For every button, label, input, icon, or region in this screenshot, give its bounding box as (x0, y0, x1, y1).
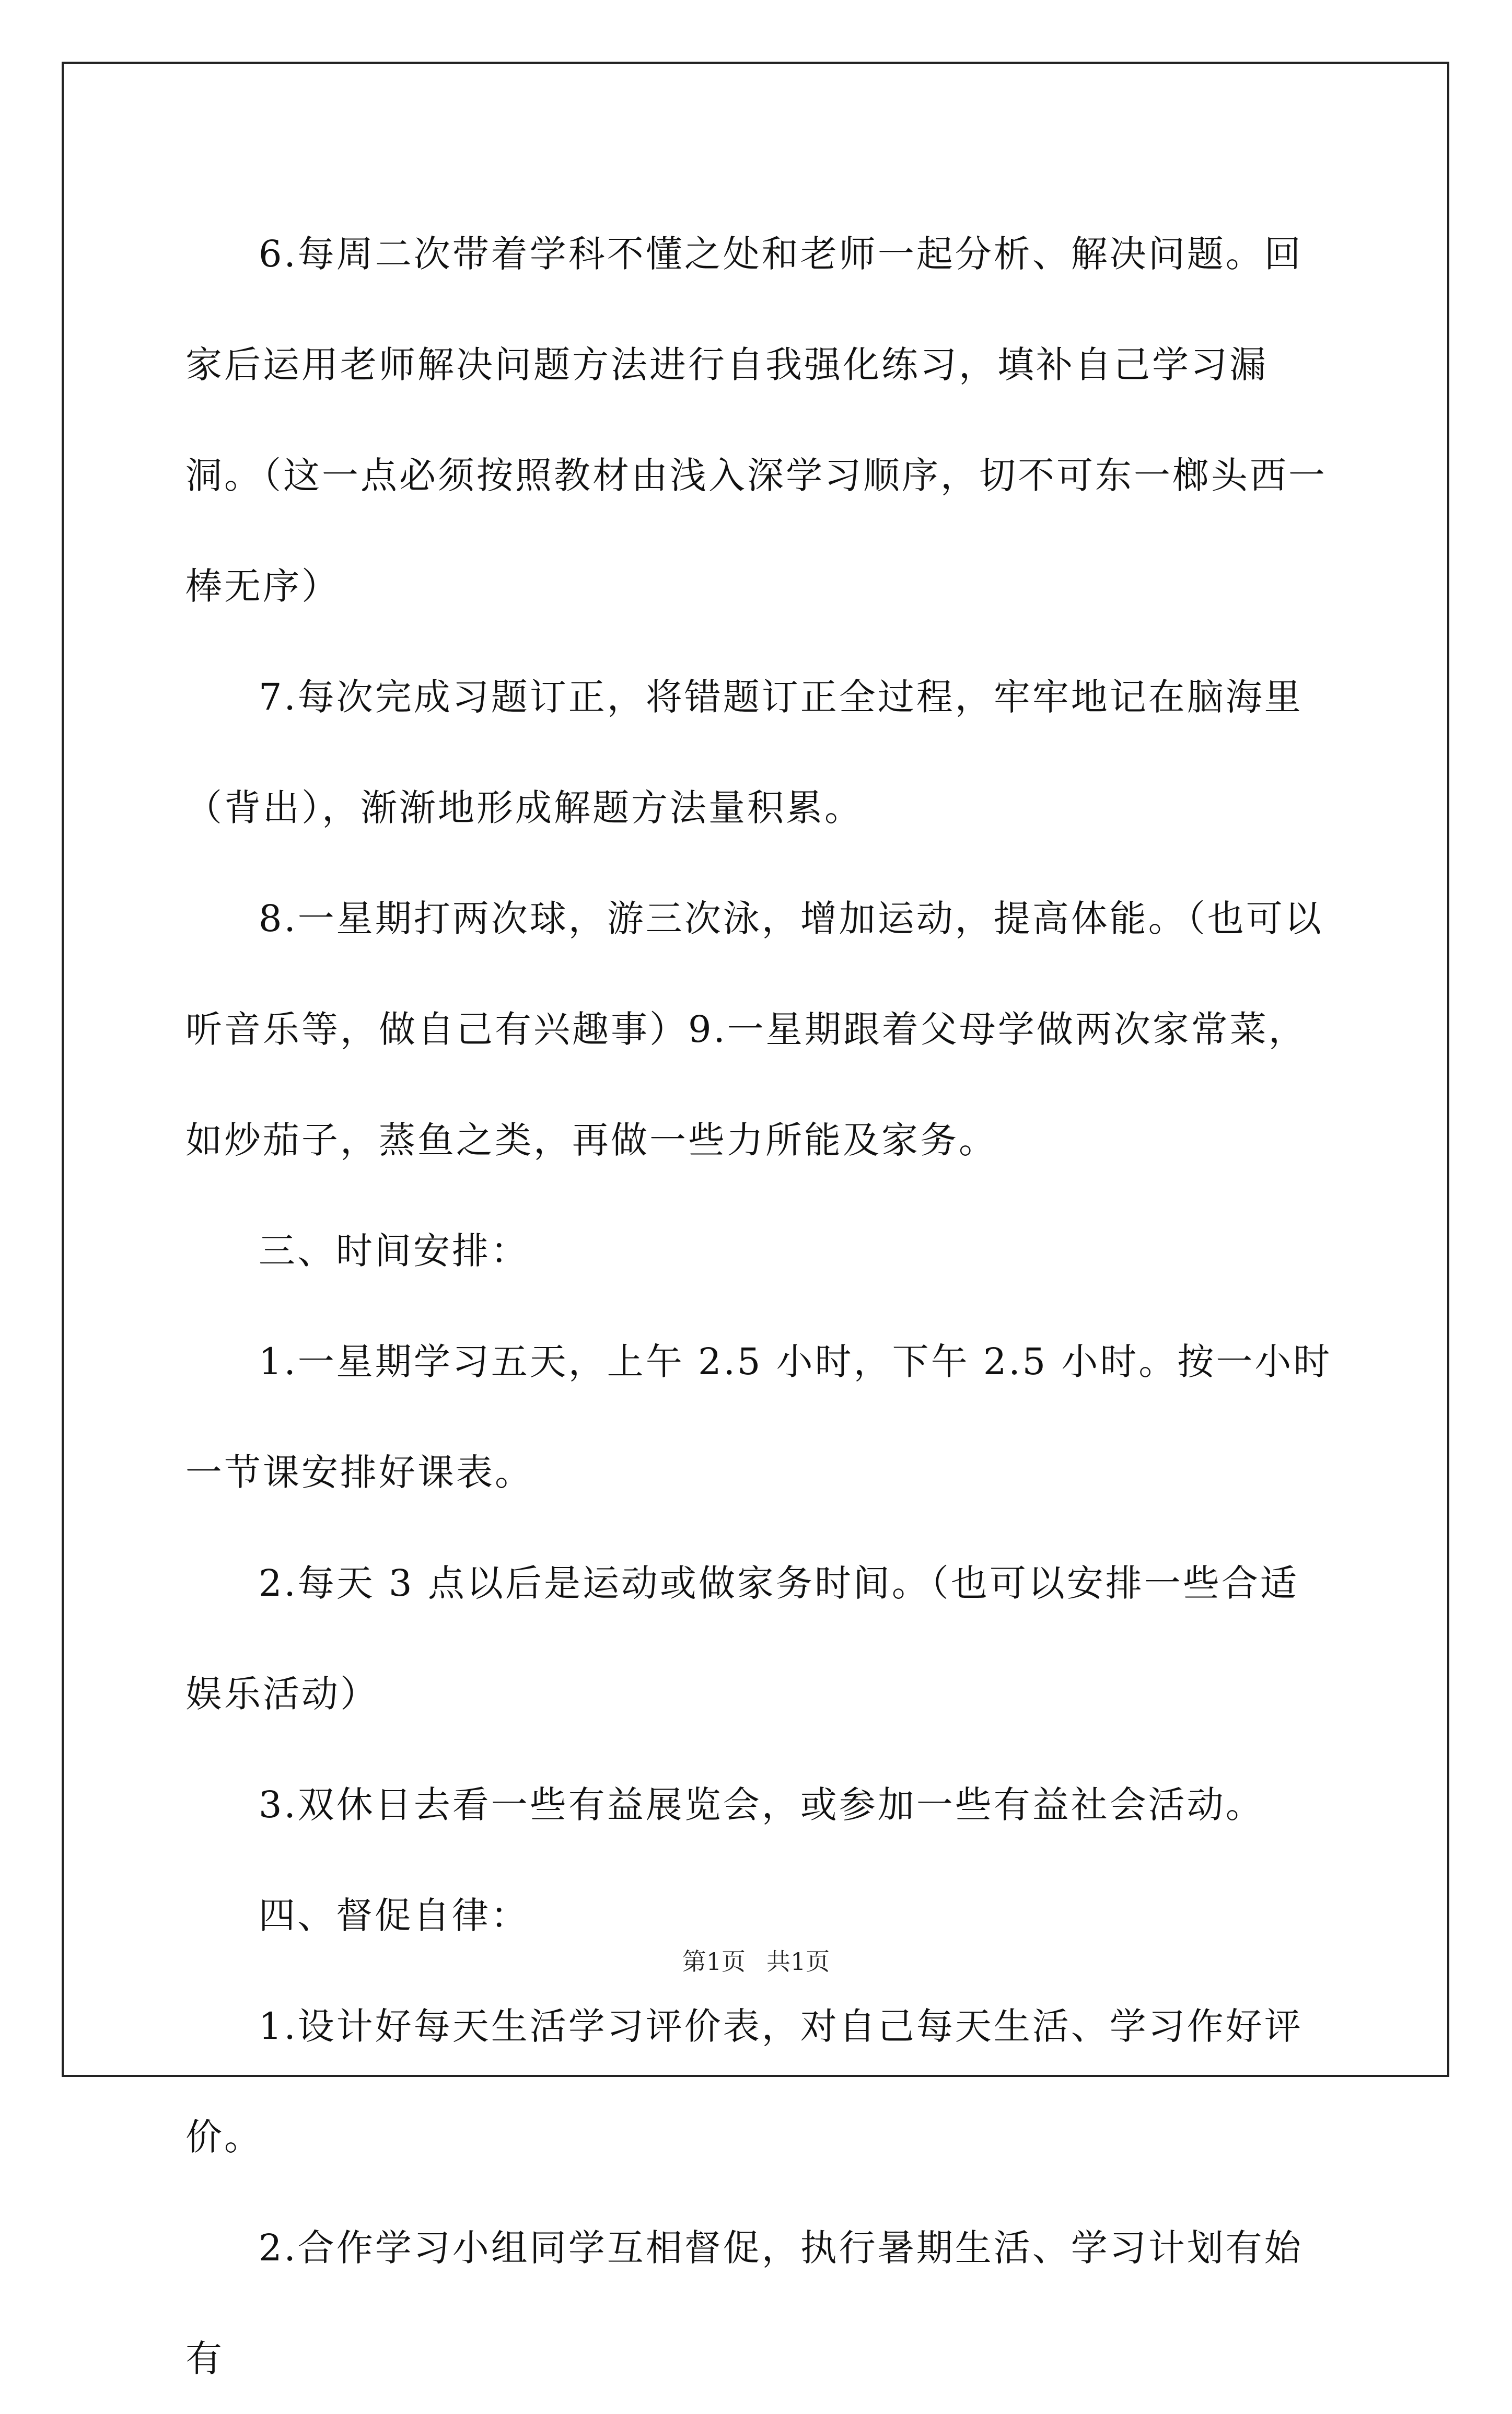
document-body (185, 199, 1332, 2414)
page-number: 第1页 (682, 1947, 746, 1976)
paragraph-discipline-1: 1.设计好每天生活学习评价表，对自己每天生活、学习作好评价。 (185, 2005, 1303, 2158)
paragraph-time-2: 2.每天 3 点以后是运动或做家务时间。（也可以安排一些合适娱乐活动） (185, 1562, 1299, 1715)
paragraph-item-8-9: 8.一星期打两次球，游三次泳，增加运动，提高体能。（也可以听音乐等，做自己有兴趣事）9.一星期跟着父母学做两次家常菜，如炒茄子，蒸鱼之类，再做一些力所能及家务。 (185, 897, 1323, 1162)
paragraph-item-7: 7.每次完成习题订正，将错题订正全过程，牢牢地记在脑海里（背出），渐渐地形成解题方法量积累。 (185, 676, 1303, 829)
page-footer (0, 1943, 1512, 1977)
section-heading-time-arrangement: 三、时间安排： (259, 1229, 529, 1272)
paragraph-time-1: 1.一星期学习五天，上午 2.5 小时，下午 2.5 小时。按一小时一节课安排好课表。 (185, 1340, 1332, 1494)
section-heading-self-discipline: 四、督促自律： (259, 1894, 529, 1937)
paragraph-discipline-2: 2.合作学习小组同学互相督促，执行暑期生活、学习计划有始有 (185, 2226, 1303, 2380)
paragraph-time-3: 3.双休日去看一些有益展览会，或参加一些有益社会活动。 (259, 1783, 1264, 1826)
paragraph-item-6: 6.每周二次带着学科不懂之处和老师一起分析、解决问题。回家后运用老师解决问题方法进行自我强化练习，填补自己学习漏洞。（这一点必须按照教材由浅入深学习顺序，切不可东一榔头西一棒无序） (185, 233, 1327, 608)
page-total: 共1页 (766, 1947, 830, 1976)
